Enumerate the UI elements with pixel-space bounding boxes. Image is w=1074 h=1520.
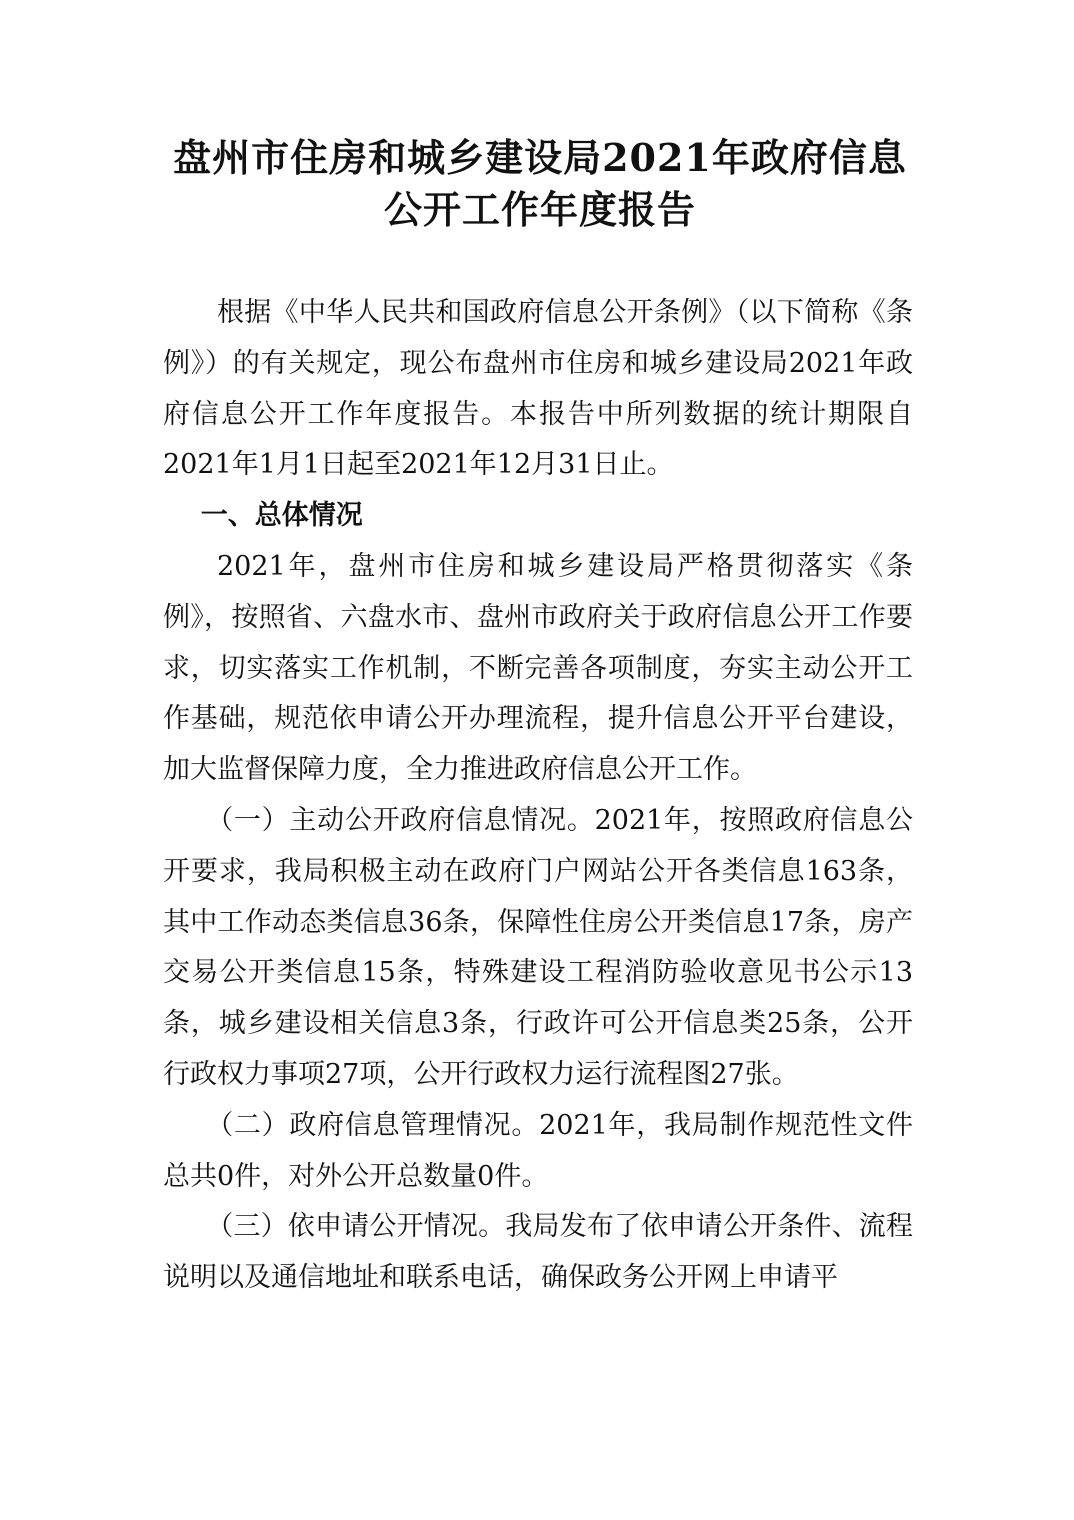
overview-paragraph: 2021年，盘州市住房和城乡建设局严格贯彻落实《条例》，按照省、六盘水市、盘州市政府关于政府信息公开工作要求，切实落实工作机制，不断完善各项制度，夯实主动公开工作基础，规范依申请公开办理流程，提升信息公开平台建设，加大监督保障力度，全力推进政府信息公开工作。 [163,550,913,786]
subsection-info-management: （二）政府信息管理情况。2021年，我局制作规范性文件总共0件，对外公开总数量0件。 [163,1109,913,1192]
title-line-1: 盘州市住房和城乡建设局2021年政府信息 [173,135,907,180]
title-line-2: 公开工作年度报告 [383,187,696,232]
document-title [150,132,930,236]
subsection-active-disclosure: （一）主动公开政府信息情况。2021年，按照政府信息公开要求，我局积极主动在政府门户网站公开各类信息163条，其中工作动态类信息36条，保障性住房公开类信息17条，房产交易公开类信息15条，特殊建设工程消防验收意见书公示13条，城乡建设相关信息3条，行政许可公开信息类25条，公开行政权力事项27项，公开行政权力运行流程图27张。 [163,804,913,1090]
intro-paragraph: 根据《中华人民共和国政府信息公开条例》（以下简称《条例》）的有关规定，现公布盘州市住房和城乡建设局2021年政府信息公开工作年度报告。本报告中所列数据的统计期限自2021年1月1日起至2021年12月31日止。 [163,297,913,481]
subsection-application-disclosure: （三）依申请公开情况。我局发布了依申请公开条件、流程说明以及通信地址和联系电话，确保政务公开网上申请平 [163,1211,913,1294]
document-body [163,288,913,1304]
section-heading-overview: 一、总体情况 [200,500,363,532]
